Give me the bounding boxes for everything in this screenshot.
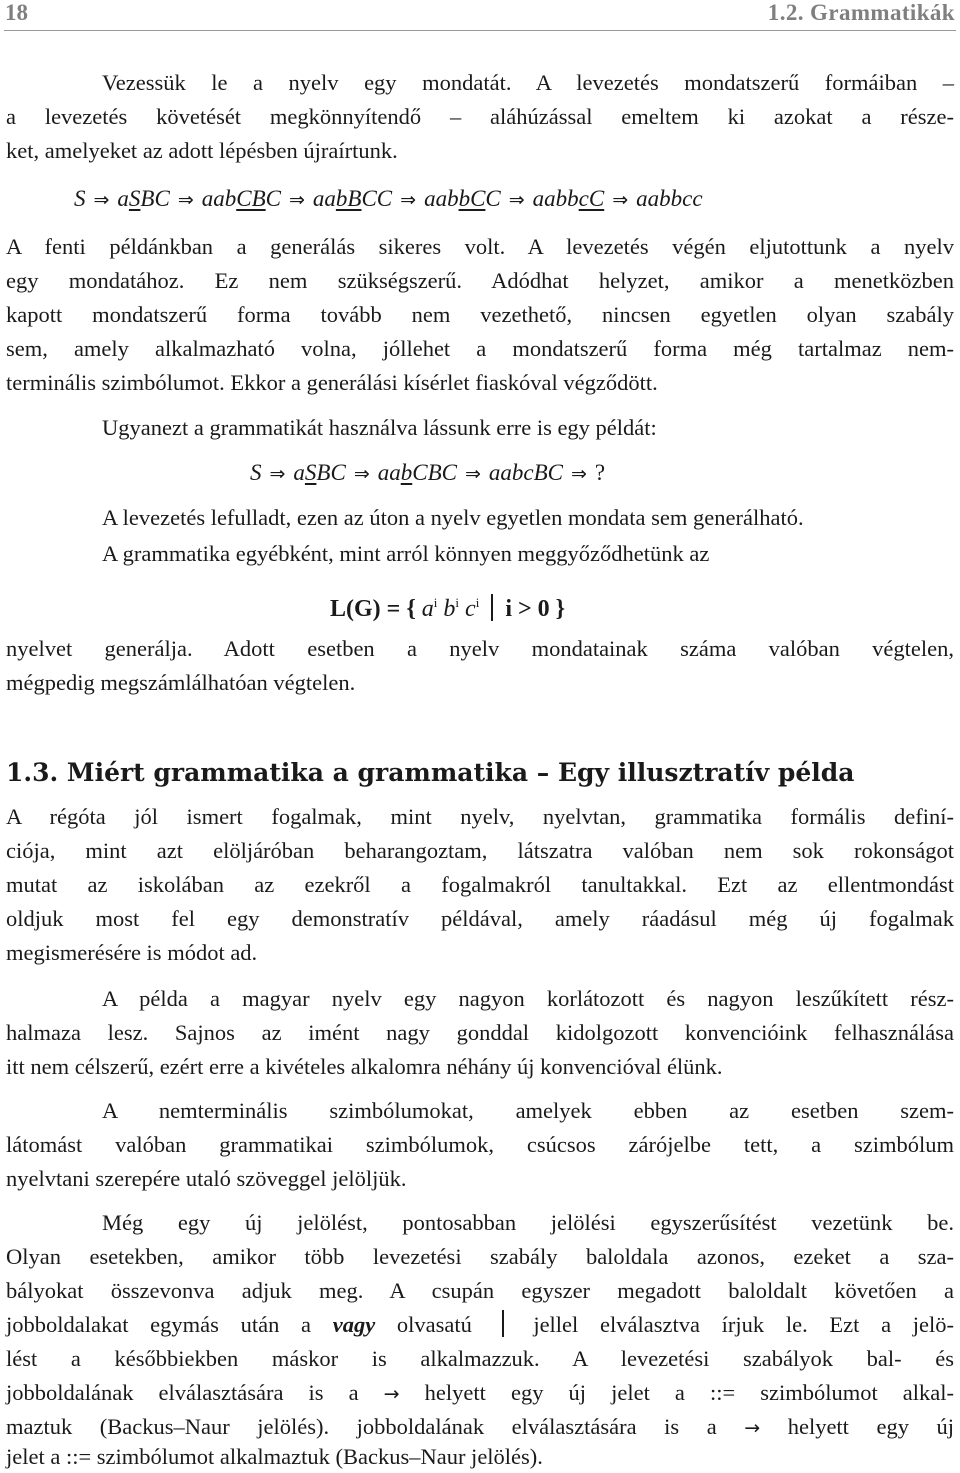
paragraph-line: A fenti példánkban a generálás sikeres volt. A levezetés végén eljutottunk a nyelv (6, 234, 954, 259)
paragraph-line: A grammatika egyébként, mint arról könnyen meggyőződhetünk az (102, 541, 710, 566)
paragraph-line: Ugyanezt a grammatikát használva lássunk erre is egy példát: (102, 415, 657, 440)
derivation-sequence (74, 184, 703, 215)
right-arrow-icon: → (383, 1383, 400, 1405)
paragraph-line: jelet a ::= szimbólumot alkalmaztuk (Backus–Naur jelölés). (6, 1444, 543, 1469)
paragraph-line: Még egy új jelölést, pontosabban jelölési egyszerűsítést vezetünk be. (102, 1210, 954, 1235)
sentential-form: S (250, 460, 262, 485)
paragraph-line: A példa a magyar nyelv egy nagyon korlátozott és nagyon leszűkített rész- (102, 986, 954, 1011)
sentential-form: aabbcC (532, 186, 605, 211)
derives-arrow-icon: ⇒ (269, 463, 286, 485)
paragraph-line: jobboldalának elválasztására is a → helyett egy új jelet a ::= szimbólumot alkal- (6, 1380, 955, 1405)
sentential-form: aabBCC (312, 186, 393, 211)
paragraph-line: látomást valóban grammatikai szimbólumok, csúcsos zárójelbe tett, a szimbólum (6, 1132, 954, 1157)
paragraph-line: terminális szimbólumot. Ekkor a generálási kísérlet fiaskóval végződött. (6, 370, 658, 395)
derives-arrow-icon: ⇒ (177, 189, 194, 211)
derives-arrow-icon: ⇒ (612, 189, 629, 211)
paragraph-line: kapott mondatszerű forma tovább nem vezethető, nincsen egyetlen olyan szabály (6, 302, 954, 327)
derives-arrow-icon: ⇒ (288, 189, 305, 211)
paragraph-line: A levezetés lefulladt, ezen az úton a nyelv egyetlen mondata sem generálható. (102, 505, 804, 530)
header-rule (4, 30, 956, 31)
sentential-form: aabcBC (488, 460, 563, 485)
paragraph-line: oldjuk most fel egy demonstratív példával, amely ráadásul még új fogalmak (6, 906, 954, 931)
page-number: 18 (5, 0, 28, 25)
running-section-title: 1.2. Grammatikák (767, 0, 955, 25)
paragraph-line: mutat az iskolában az ezekről a fogalmakról tanultakkal. Ezt az ellentmondást (6, 872, 954, 897)
paragraph-line: nyelvet generálja. Adott esetben a nyelv mondatainak száma valóban végtelen, (6, 636, 954, 661)
running-header (0, 0, 960, 30)
language-lhs: L(G) = { (330, 596, 416, 622)
derives-arrow-icon: ⇒ (93, 189, 110, 211)
sentential-form: aabCBC (201, 186, 281, 211)
derives-arrow-icon: ⇒ (464, 463, 481, 485)
paragraph-line: A nemterminális szimbólumokat, amelyek ebben az esetben szem- (102, 1098, 954, 1123)
paragraph-line: bályokat összevonva adjuk meg. A csupán egyszer megadott baloldalt követően a (6, 1278, 954, 1303)
vagy-keyword: vagy (332, 1312, 376, 1337)
derives-arrow-icon: ⇒ (571, 463, 587, 485)
paragraph-line: mégpedig megszámlálhatóan végtelen. (6, 670, 356, 695)
stuck-marker: ? (594, 460, 606, 485)
section-heading (6, 756, 854, 790)
vertical-bar-symbol (502, 1310, 504, 1337)
language-definition: L(G) = { $a^i$ $b^i$ $c^i$ i > 0 } (330, 595, 566, 622)
language-condition: i > 0 } (505, 596, 566, 622)
derivation-sequence (250, 458, 605, 489)
derives-arrow-icon: ⇒ (508, 189, 525, 211)
sentential-form: aSBC (117, 186, 170, 211)
paragraph-line: egy mondatához. Ez nem szükségszerű. Adódhat helyzet, amikor a menetközben (6, 268, 954, 293)
paragraph-line: megismerésére is módot ad. (6, 940, 258, 965)
paragraph-line: sem, amely alkalmazható volna, jóllehet a mondatszerű forma még tartalmaz nem- (6, 336, 954, 361)
such-that-bar (491, 594, 493, 621)
sentential-form: aabCBC (377, 460, 457, 485)
sentential-form: aabbcc (636, 186, 703, 211)
derives-arrow-icon: ⇒ (400, 189, 417, 211)
paragraph-line: A régóta jól ismert fogalmak, mint nyelv, nyelvtan, grammatika formális definí- (6, 804, 954, 829)
sentential-form: S (74, 186, 86, 211)
paragraph-line: Olyan esetekben, amikor több levezetési szabály baloldala azonos, ezeket a sza- (6, 1244, 954, 1269)
paragraph-line: lést a későbbiekben máskor is alkalmazzuk. A levezetési szabályok bal- és (6, 1346, 954, 1371)
section-title: Miért grammatika a grammatika – Egy illusztratív példa (66, 758, 855, 787)
paragraph-line: ciója, mint azt elöljáróban beharangoztam, látszatra valóban nem sok rokonságot (6, 838, 954, 863)
paragraph-line: Vezessük le a nyelv egy mondatát. A levezetés mondatszerű formáiban – (102, 70, 954, 95)
sentential-form: aabbCC (424, 186, 501, 211)
paragraph-line: itt nem célszerű, ezért erre a kivételes alkalomra néhány új konvencióval élünk. (6, 1054, 723, 1079)
section-number: 1.3. (6, 758, 59, 787)
sentential-form: aSBC (293, 460, 346, 485)
paragraph-line: halmaza lesz. Sajnos az imént nagy gonddal kidolgozott konvencióink felhasználása (6, 1020, 954, 1045)
paragraph-line: jobboldalakat egymás után a vagy olvasatú jellel elválasztva írjuk le. Ezt a jelö- (6, 1312, 955, 1337)
paragraph-line: ket, amelyeket az adott lépésben újraírtunk. (6, 138, 398, 163)
paragraph-line: nyelvtani szerepére utaló szöveggel jelöljük. (6, 1166, 407, 1191)
derives-arrow-icon: ⇒ (353, 463, 370, 485)
right-arrow-icon: → (744, 1417, 761, 1439)
paragraph-line: a levezetés követését megkönnyítendő – aláhúzással emeltem ki azokat a része- (6, 104, 954, 129)
paragraph-line: maztuk (Backus–Naur jelölés). jobboldalának elválasztására is a → helyett egy új (6, 1414, 955, 1439)
